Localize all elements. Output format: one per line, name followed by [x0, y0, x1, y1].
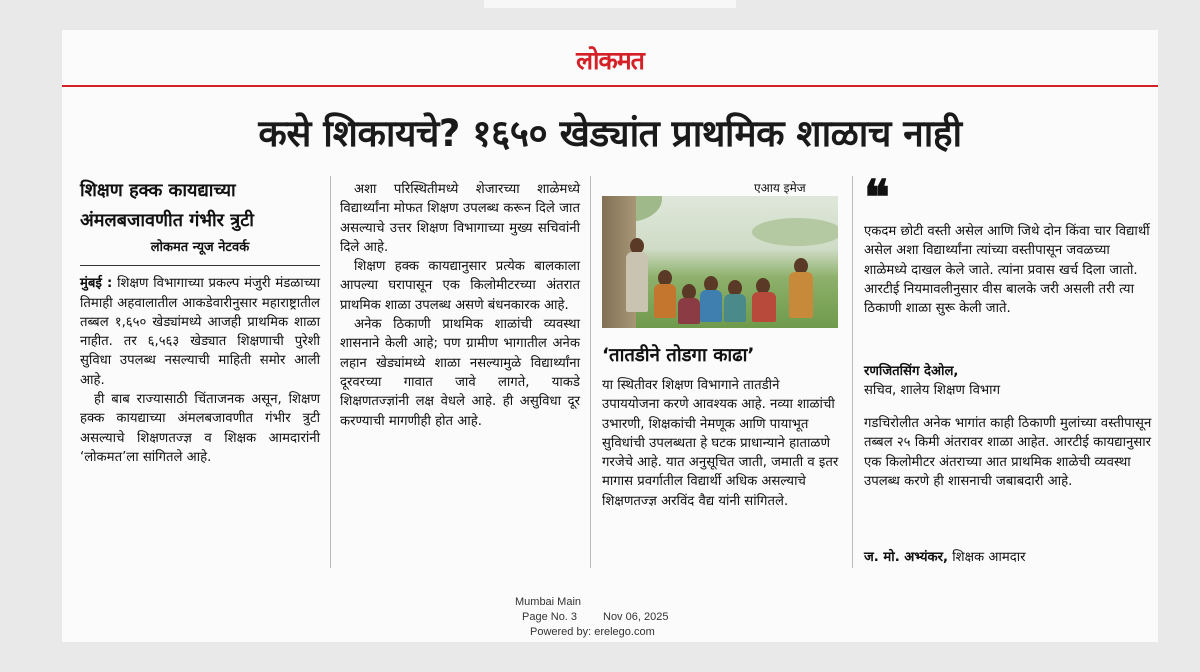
quote-2-text: गडचिरोलीत अनेक भागांत काही ठिकाणी मुलांच्या वस्तीपासून तब्बल २५ किमी अंतरावर शाळा आहेत. आरटीई कायद्यानुसार एक किलोमीटर अंतराच्या आत प्राथमिक शाळेची व्यवस्था उपलब्ध करणे ही शासनाची जबाबदारी आहे.: [864, 416, 1152, 489]
footer-page-number: Page No. 3: [522, 611, 578, 623]
footer-powered-by: Powered by: erelego.com: [530, 626, 655, 638]
dateline: मुंबई :: [80, 276, 113, 292]
children-photo: [602, 196, 838, 328]
byline-separator: [80, 265, 320, 266]
child-figure: [724, 294, 746, 322]
subhead-line-2: अंमलबजावणीत गंभीर त्रुटी: [80, 210, 254, 231]
headline: कसे शिकायचे? १६५० खेड्यांत प्राथमिक शाळाच नाही: [258, 112, 962, 155]
article-column-2: [340, 180, 580, 431]
ai-image-label: एआय इमेज: [754, 181, 806, 195]
paragraph-5: अनेक ठिकाणी प्राथमिक शाळांची व्यवस्था शासनाने केली आहे; पण ग्रामीण भागातील अनेक लहान खेड्यांमध्ये शाळा नसल्यामुळे विद्यार्थ्यांना दूरवरच्या गावात जावे लागते, याकडे शिक्षणतज्ज्ञांनी लक्ष वेधले आहे. ही असुविधा दूर करण्याची मागणीही होत आहे.: [340, 317, 580, 429]
child-figure: [752, 292, 776, 322]
quote-2-name: ज. मो. अभ्यंकर,: [864, 550, 949, 565]
sidebar-text-column: [602, 376, 840, 511]
masthead-rule: [62, 85, 1158, 87]
paragraph-3: अशा परिस्थितीमध्ये शेजारच्या शाळेमध्ये विद्यार्थ्यांना मोफत शिक्षण उपलब्ध करून दिले जात असल्याचे उत्तर शिक्षण विभागाच्या मुख्य सचिवांनी दिले आहे.: [340, 182, 580, 255]
footer-edition: Mumbai Main: [515, 596, 582, 608]
article-column-1: [80, 176, 320, 467]
subhead-line-1: शिक्षण हक्क कायद्याच्या: [80, 180, 236, 201]
paragraph-2: ही बाब राज्यासाठी चिंताजनक असून, शिक्षण हक्क कायद्याच्या अंमलबजावणीत गंभीर त्रुटी असल्याचे शिक्षणतज्ज्ञ व शिक्षक आमदारांनी ‘लोकमत’ला सांगितले आहे.: [80, 392, 320, 465]
child-figure: [626, 252, 648, 312]
sidebar-heading: ‘तातडीने तोडगा काढा’: [602, 345, 755, 366]
footer-date: Nov 06, 2025: [603, 611, 669, 623]
quote-2-title: शिक्षक आमदार: [948, 550, 1026, 565]
child-figure: [700, 290, 722, 322]
newspaper-page: [62, 30, 1158, 642]
quote-1-title: सचिव, शालेय शिक्षण विभाग: [864, 383, 1001, 398]
top-strip: [484, 0, 736, 8]
paragraph-1: [80, 274, 320, 390]
column-divider-3: [852, 176, 853, 568]
quote-1-name: रणजितसिंग देओल,: [864, 364, 959, 379]
masthead-logo: लोकमत: [576, 46, 644, 75]
child-figure: [654, 284, 676, 318]
byline: लोकमत न्यूज नेटवर्क: [150, 240, 250, 255]
quote-2-attribution: [864, 548, 1154, 567]
column-divider-2: [590, 176, 591, 568]
paragraph-1-text: शिक्षण विभागाच्या प्रकल्प मंजुरी मंडळाच्या तिमाही अहवालातील आकडेवारीनुसार महाराष्ट्रातील तब्बल १,६५० खेड्यांमध्ये आजही प्राथमिक शाळा नाहीत. तर ६,५६३ खेड्यात शिक्षणाची पुरेशी सुविधा उपलब्ध नसल्याची माहिती समोर आली आहे.: [80, 276, 320, 388]
child-figure: [678, 298, 700, 324]
paragraph-4: शिक्षण हक्क कायद्यानुसार प्रत्येक बालकाला आपल्या घरापासून एक किलोमीटरच्या अंतरात प्राथमिक शाळा उपलब्ध असणे बंधनकारक आहे.: [340, 259, 580, 313]
child-figure: [789, 272, 813, 318]
sidebar-text: या स्थितीवर शिक्षण विभागाने तातडीने उपाययोजना करणे आवश्यक आहे. नव्या शाळांची उभारणी, शिक्षकांची नेमणूक आणि पायाभूत सुविधांची उपलब्धता हे घटक प्राधान्याने हाताळणे गरजेचे आहे. यात अनुसूचित जाती, जमाती व इतर मागास प्रवर्गातील विद्यार्थी अधिक असल्याचे शिक्षणतज्ज्ञ अरविंद वैद्य यांनी सांगितले.: [602, 378, 839, 509]
foliage-shape: [752, 218, 838, 246]
quote-mark-icon: ❝: [864, 170, 890, 226]
quote-1-text: एकदम छोटी वस्ती असेल आणि जिथे दोन किंवा चार विद्यार्थी असेल अशा विद्यार्थ्यांना त्यांच्या वस्तीपासून जवळच्या शाळेमध्ये दाखल केले जाते. त्यांना प्रवास खर्च दिला जातो. आरटीई नियमावलीनुसार वीस बालके जरी असली तरी त्या ठिकाणी शाळा सुरू केली जाते.: [864, 224, 1150, 317]
column-divider-1: [330, 176, 331, 568]
